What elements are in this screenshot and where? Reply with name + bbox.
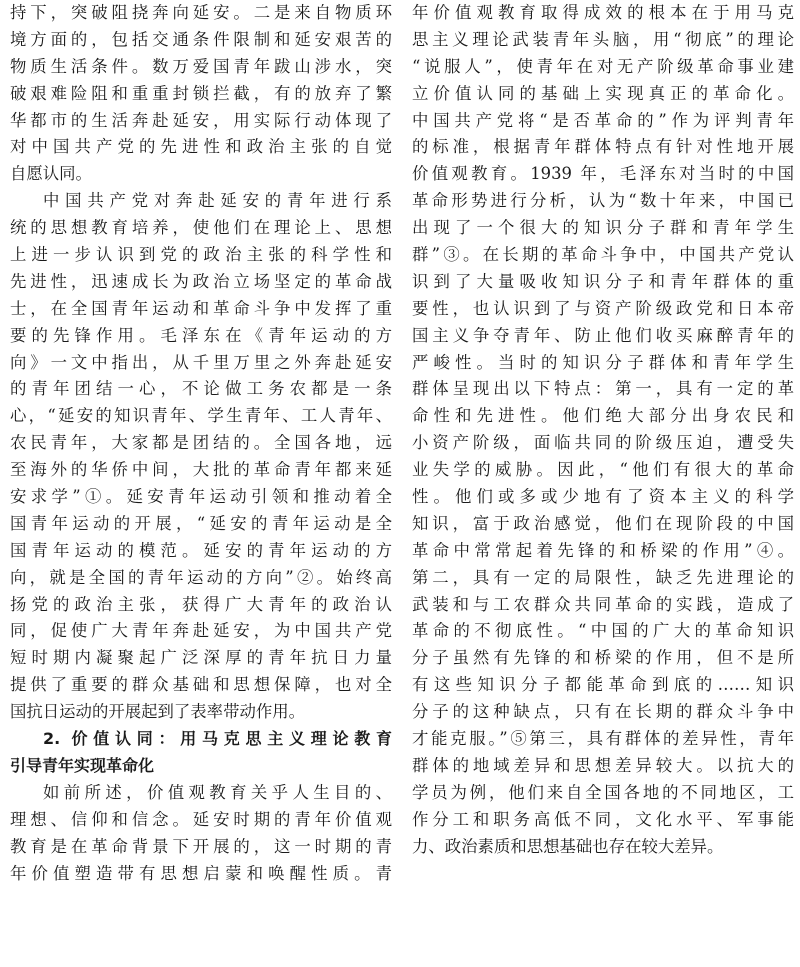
- text-line: 第二，具有一定的局限性，缺乏先进理论的: [412, 567, 794, 587]
- text-line: 立价值认同的基础上实现真正的革命化。: [412, 83, 794, 103]
- text-line: 出现了一个很大的知识分子群和青年学生: [412, 218, 794, 238]
- text-line: 学员为例，他们来自全国各地的不同地区，工: [412, 782, 794, 802]
- text-line: 思主义理论武装青年头脑，用“彻底”的理论: [412, 29, 794, 49]
- text-line: 上进一步认识到党的政治主张的科学性和: [10, 245, 392, 265]
- text-line: 华都市的生活奔赴延安，用实际行动体现了: [10, 110, 392, 130]
- text-line: 小资产阶级，面临共同的阶级压迫，遭受失: [412, 433, 794, 453]
- text-line: 国主义争夺青年、防止他们收买麻醉青年的: [412, 325, 794, 345]
- text-line: 士，在全国青年运动和革命斗争中发挥了重: [10, 298, 392, 318]
- text-line: 力、政治素质和思想基础也存在较大差异。: [412, 836, 724, 856]
- text-line: 国抗日运动的开展起到了表率带动作用。: [10, 702, 306, 722]
- text-line: 先进性，迅速成长为政治立场坚定的革命战: [10, 271, 392, 291]
- text-line: 自愿认同。: [10, 164, 92, 184]
- text-line: 理想、信仰和信念。延安时期的青年价值观: [10, 809, 392, 829]
- text-line: 群体呈现出以下特点：第一，具有一定的革: [412, 379, 794, 399]
- left-column: [10, 0, 392, 887]
- text-line: 提供了重要的群众基础和思想保障，也对全: [10, 675, 392, 695]
- text-line: 如前所述，价值观教育关乎人生目的、: [43, 782, 392, 802]
- text-line: 革命形势进行分析，认为“数十年来，中国已: [412, 191, 794, 211]
- text-line: 心，“延安的知识青年、学生青年、工人青年、: [10, 406, 392, 426]
- text-line: 分子虽然有先锋的和桥梁的作用，但不是所: [412, 648, 794, 668]
- text-line: 统的思想教育培养，使他们在理论上、思想: [10, 218, 392, 238]
- text-line: 中国共产党将“是否革命的”作为评判青年: [412, 110, 794, 130]
- text-line: 武装和与工农群众共同革命的实践，造成了: [412, 594, 794, 614]
- text-line: 中国共产党对奔赴延安的青年进行系: [43, 191, 392, 211]
- text-line: 国青年运动的开展，“延安的青年运动是全: [10, 513, 392, 533]
- text-line: 业失学的威胁。因此，“他们有很大的革命: [412, 460, 794, 480]
- text-line: 国青年运动的模范。延安的青年运动的方: [10, 540, 392, 560]
- text-line: 有这些知识分子都能革命到底的……知识: [412, 675, 794, 695]
- text-line: 年价值观教育取得成效的根本在于用马克: [412, 3, 794, 22]
- text-line: 扬党的政治主张，获得广大青年的政治认: [10, 594, 392, 614]
- text-line: 年价值塑造带有思想启蒙和唤醒性质。青: [10, 863, 392, 883]
- text-line: 短时期内凝聚起广泛深厚的青年抗日力量: [10, 648, 392, 668]
- text-line: 持下，突破阻挠奔向延安。二是来自物质环: [10, 3, 392, 22]
- text-line: 作分工和职务高低不同，文化水平、军事能: [412, 809, 794, 829]
- text-line: 严峻性。当时的知识分子群体和青年学生: [412, 352, 794, 372]
- text-line: 价值观教育。1939 年，毛泽东对当时的中国: [412, 164, 794, 184]
- text-line: 对中国共产党的先进性和政治主张的自觉: [10, 137, 392, 157]
- text-line: 革命的不彻底性。“中国的广大的革命知识: [412, 621, 794, 641]
- text-line: “说服人”，使青年在对无产阶级革命事业建: [412, 56, 794, 76]
- text-line: 至海外的华侨中间，大批的革命青年都来延: [10, 460, 392, 480]
- text-line: 的标准，根据青年群体特点有针对性地开展: [412, 137, 794, 157]
- text-line: 破艰难险阻和重重封锁拦截，有的放弃了繁: [10, 83, 392, 103]
- text-line: 分子的这种缺点，只有在长期的群众斗争中: [412, 702, 794, 722]
- text-line: 要的先锋作用。毛泽东在《青年运动的方: [10, 325, 392, 345]
- text-line: 教育是在革命背景下开展的，这一时期的青: [10, 836, 392, 856]
- text-line: 性。他们或多或少地有了资本主义的科学: [412, 487, 794, 507]
- text-line: 境方面的，包括交通条件限制和延安艰苦的: [10, 29, 392, 49]
- text-line: 革命中常常起着先锋的和桥梁的作用”④。: [412, 540, 794, 560]
- text-line: 群”③。在长期的革命斗争中，中国共产党认: [412, 245, 794, 265]
- text-line: 向，就是全国的青年运动的方向”②。始终高: [10, 567, 392, 587]
- text-line: 知识，富于政治感觉，他们在现阶段的中国: [412, 513, 794, 533]
- text-line: 要性，也认识到了与资产阶级政党和日本帝: [412, 298, 794, 318]
- text-line: 命性和先进性。他们绝大部分出身农民和: [412, 406, 794, 426]
- text-line: 同，促使广大青年奔赴延安，为中国共产党: [10, 621, 392, 641]
- text-line: 农民青年，大家都是团结的。全国各地，远: [10, 433, 392, 453]
- text-line: 识到了大量吸收知识分子和青年群体的重: [412, 271, 794, 291]
- text-line: 才能克服。”⑤第三，具有群体的差异性，青年: [412, 729, 794, 749]
- text-line: 物质生活条件。数万爱国青年跋山涉水，突: [10, 56, 392, 76]
- text-line: 向》一文中指出，从千里万里之外奔赴延安: [10, 352, 392, 372]
- right-column: [412, 0, 794, 861]
- section-heading: 引导青年实现革命化: [10, 755, 155, 775]
- text-line: 的青年团结一心，不论做工务农都是一条: [10, 379, 392, 399]
- text-line: 群体的地域差异和思想差异较大。以抗大的: [412, 755, 794, 775]
- text-line: 安求学”①。延安青年运动引领和推动着全: [10, 487, 392, 507]
- section-heading: 2. 价值认同：用马克思主义理论教育: [43, 729, 392, 749]
